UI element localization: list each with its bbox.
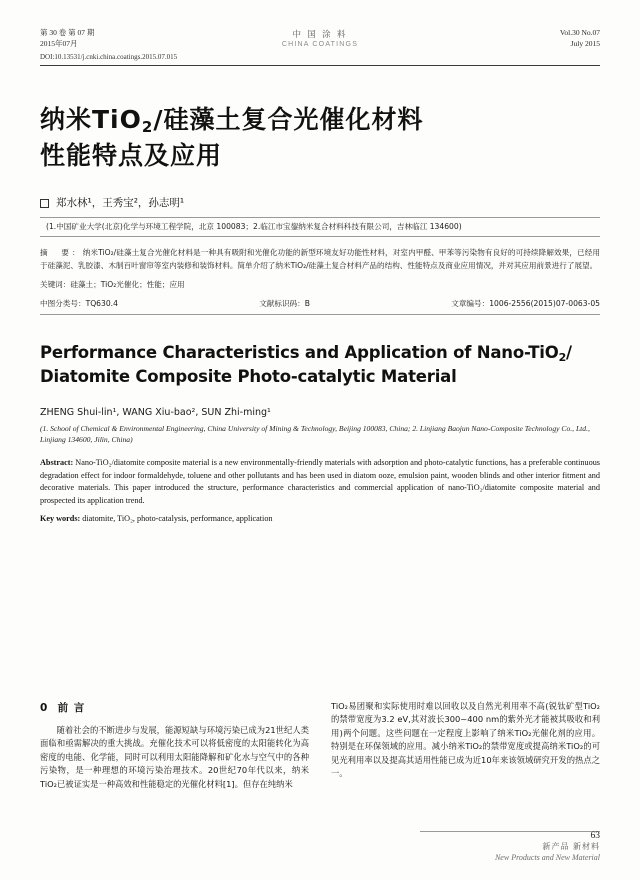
affiliation-cn: (1.中国矿业大学(北京)化学与环境工程学院，北京 100083；2.临江市宝鋆纳米复合材料科技有限公司，吉林临江 134600) [40, 217, 600, 236]
doi-line: DOI:10.13531/j.cnki.china.coatings.2015.07.015 [40, 53, 178, 62]
keywords-en-text: diatomite, TiO₂, photo-catalysis, performance, application [80, 514, 273, 524]
date-cn: 2015年07月 [40, 38, 78, 48]
title-cn-line1 [40, 102, 600, 138]
journal-name-en: CHINA COATINGS [281, 41, 359, 49]
keywords-cn-text: 硅藻土；TiO₂光催化；性能；应用 [70, 279, 185, 289]
body-column-left [40, 700, 309, 828]
section-title: 前 言 [57, 702, 86, 714]
running-head-center [225, 28, 415, 50]
body-columns [40, 700, 600, 828]
abstract-cn-label: 摘 要： [40, 247, 83, 257]
section-heading [40, 700, 309, 717]
title-en-line1 [40, 341, 600, 365]
abstract-cn [40, 246, 600, 272]
keywords-cn [40, 279, 600, 292]
document-code-label: 文献标识码： [259, 298, 305, 308]
body-column-right [331, 700, 600, 828]
article-id-value: 1006-2556(2015)07-0063-05 [489, 298, 600, 308]
authors-cn-text: 郑水林¹，王秀宝²，孙志明¹ [56, 197, 185, 210]
abstract-en-label: Abstract: [40, 458, 74, 468]
article-id [451, 298, 600, 309]
abstract-en [40, 457, 600, 507]
authors-en: ZHENG Shui-lin¹, WANG Xiu-bao², SUN Zhi-ming¹ [40, 406, 271, 418]
title-cn [40, 102, 600, 173]
title-cn-line2: 性能特点及应用 [40, 140, 223, 170]
date-en: July 2015 [570, 38, 600, 48]
volume-issue-cn: 第 30 卷 第 07 期 [40, 28, 95, 37]
document-code [259, 298, 310, 309]
title-en-line2: Diatomite Composite Photo-catalytic Material [40, 366, 457, 386]
journal-name-cn: 中 国 涂 料 [292, 29, 348, 39]
title-en-subscript: 2 [558, 350, 567, 364]
title-cn-subscript: 2 [141, 118, 154, 137]
title-en-line1-b: / [566, 342, 572, 362]
clc-value: TQ630.4 [85, 298, 118, 308]
abstract-cn-body [40, 246, 600, 272]
running-head-right [415, 28, 600, 50]
title-en-line1-a: Performance Characteristics and Application of Nano-TiO [40, 342, 559, 362]
section-number: 0 [40, 702, 49, 714]
page-number: 63 [590, 830, 600, 841]
keywords-en-label: Key words: [40, 514, 81, 524]
running-head-left [40, 28, 225, 50]
affiliation-en: (1. School of Chemical & Environmental Engineering, China University of Mining & Technology, Beijing 100083, China; 2. Linjiang Baojun Nano-Composite Technology Co., Ltd., Linjiang 134600, Jilin, China) [40, 423, 590, 445]
abstract-cn-text: 纳米TiO₂/硅藻土复合光催化材料是一种具有吸附和光催化功能的新型环境友好功能性材料，对室内甲醛、甲苯等污染物有良好的可持续降解效果，已经用于硅藻泥、乳胶漆、木制百叶窗帘等室内装修和装饰材料。简单介绍了纳米TiO₂/硅藻土复合材料产品的结构、性能特点及商业应用情况，并对其应用前景进行了展望。 [40, 247, 600, 270]
square-bullet-icon [40, 199, 49, 208]
volume-issue-en: Vol.30 No.07 [559, 28, 600, 37]
title-en [40, 341, 600, 389]
clc-label: 中图分类号： [40, 298, 86, 308]
classification-line [40, 298, 600, 315]
document-code-value: B [304, 298, 310, 308]
title-cn-line1-b: /硅藻土复合光催化材料 [153, 105, 424, 135]
clc-number [40, 298, 118, 309]
footer-label-cn: 新产品 新材料 [542, 842, 600, 852]
keywords-en [40, 513, 600, 525]
authors-cn [40, 195, 600, 210]
running-head [40, 28, 600, 50]
abstract-en-text: Nano-TiO₂/diatomite composite material is a new environmentally-friendly materials with adsorption and photo-catalytic functions, has a preferable continuous degradation effect for indoor formaldehyde, toluene and other pollutants and has been used in diatom ooze, emulsion paint, wooden blinds and other interior fitment and decorative materials. This paper introduced the structure, performance characteristics and commercial application of nano-TiO₂/diatomite composite material and prospected its application trend. [40, 458, 600, 505]
page-footer [495, 830, 600, 864]
header-divider [40, 65, 600, 66]
body-paragraph: TiO₂易团聚和实际使用时难以回收以及自然光利用率不高(锐钛矿型TiO₂的禁带宽度为3.2 eV,其对波长300~400 nm的紫外光才能被其吸收和利用)两个问题。这些问题在一定程度上影响了纳米TiO₂光催化剂的应用。特别是在环保领域的应用。减小纳米TiO₂的禁带宽度或提高纳米TiO₂的可见光利用率以及提高其适用性能已成为近10年来该领域研究开发的热点之一。 [331, 701, 600, 779]
article-id-label: 文章编号： [451, 298, 490, 308]
body-paragraph: 随着社会的不断进步与发展，能源短缺与环境污染已成为21世纪人类面临和亟需解决的重大挑战。充催化技术可以将低密度的太阳能转化为高密度的电能、化学能，同时可以利用太阳能降解和矿化水与空气中的各种污染物，是一种理想的环境污染治理技术。20世纪70年代以来，纳米TiO₂已被证实是一种高效和性能稳定的光催化材料[1]。但存在纯纳米 [40, 725, 309, 789]
keywords-cn-label: 关键词： [40, 279, 71, 289]
footer-label-en: New Products and New Material [494, 853, 600, 863]
title-cn-line1-a: 纳米TiO [40, 105, 142, 135]
